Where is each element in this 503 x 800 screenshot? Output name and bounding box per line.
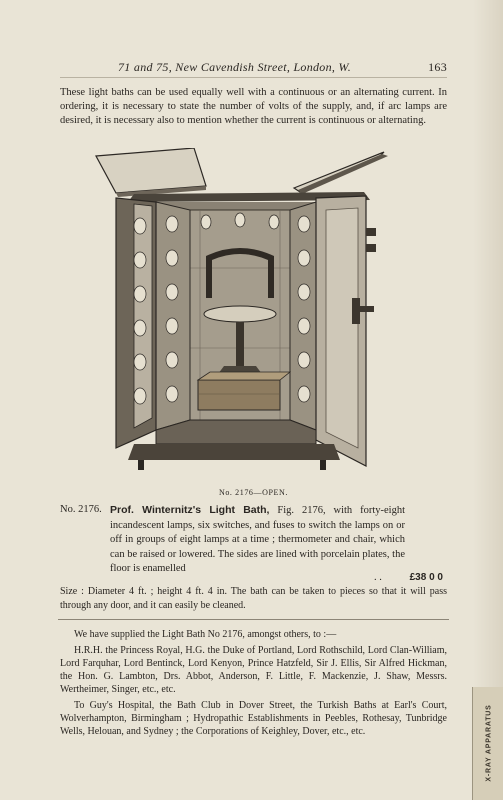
supplied-list bbox=[60, 628, 447, 741]
price-leader: . . bbox=[374, 572, 382, 583]
entry-number: No. 2176. bbox=[60, 504, 102, 515]
section-tab-label: X-RAY APPARATUS bbox=[485, 704, 493, 782]
section-thumb-tab bbox=[472, 687, 503, 800]
supplied-lead: We have supplied the Light Bath No 2176, amongst others, to :— bbox=[74, 629, 337, 640]
header-address: 71 and 75, New Cavendish Street, London, W. bbox=[118, 60, 352, 74]
section-divider bbox=[58, 619, 449, 620]
product-description: Fig. 2176, with forty-eight incandescent lamps, six switches, and fuses to switch the lamps on or off in groups of eight lamps at a time ; thermometer and chair, which can be raised or lowered. The sides are lined with porcelain plates, the floor is enamelled bbox=[110, 505, 406, 575]
product-price: £38 0 0 bbox=[409, 572, 443, 583]
page-edge-shading bbox=[473, 0, 503, 687]
light-bath-illustration bbox=[94, 148, 394, 478]
figure-caption: No. 2176—OPEN. bbox=[218, 488, 289, 497]
supplied-persons: H.R.H. the Princess Royal, H.G. the Duke of Portland, Lord Rothschild, Lord Clan-William, Lord Farquhar, Lord Bentinck, Lord Kenyon, Prince Hatzfeld, Sir J. Ellis, Sir Alfred Hickman, the Hon. G. Lambton, Drs. Abbot, Anderson, F. Little, F. Mackenzie, J. Shaw, Messrs. Wertheimer, Singer, etc., etc. bbox=[60, 645, 447, 695]
size-note: Size : Diameter 4 ft. ; height 4 ft. 4 in. The bath can be taken to pieces so that it will pass through any door, and it can easily be cleaned. bbox=[60, 586, 447, 611]
intro-paragraph: These light baths can be used equally well with a continuous or an alternating current. In ordering, it is necessary to state the number of volts of the supply, and, if arc lamps are desired, it is necessary also to mention whether the current is continuous or alternating. bbox=[60, 87, 447, 126]
light-bath-drawing bbox=[94, 148, 394, 478]
entry-text bbox=[110, 503, 405, 577]
product-name: Prof. Winternitz's Light Bath, bbox=[110, 504, 270, 516]
supplied-institutions: To Guy's Hospital, the Bath Club in Dover Street, the Turkish Baths at Earl's Court, Wolverhampton, Birmingham ; Hydropathic Establishments in Peebles, Rothesay, Tunbridge Wells, Helouan, and Sydney ; the Corporations of Keighley, Dover, etc., etc. bbox=[60, 700, 447, 737]
header-rule bbox=[60, 77, 447, 78]
page-number: 163 bbox=[428, 60, 447, 74]
